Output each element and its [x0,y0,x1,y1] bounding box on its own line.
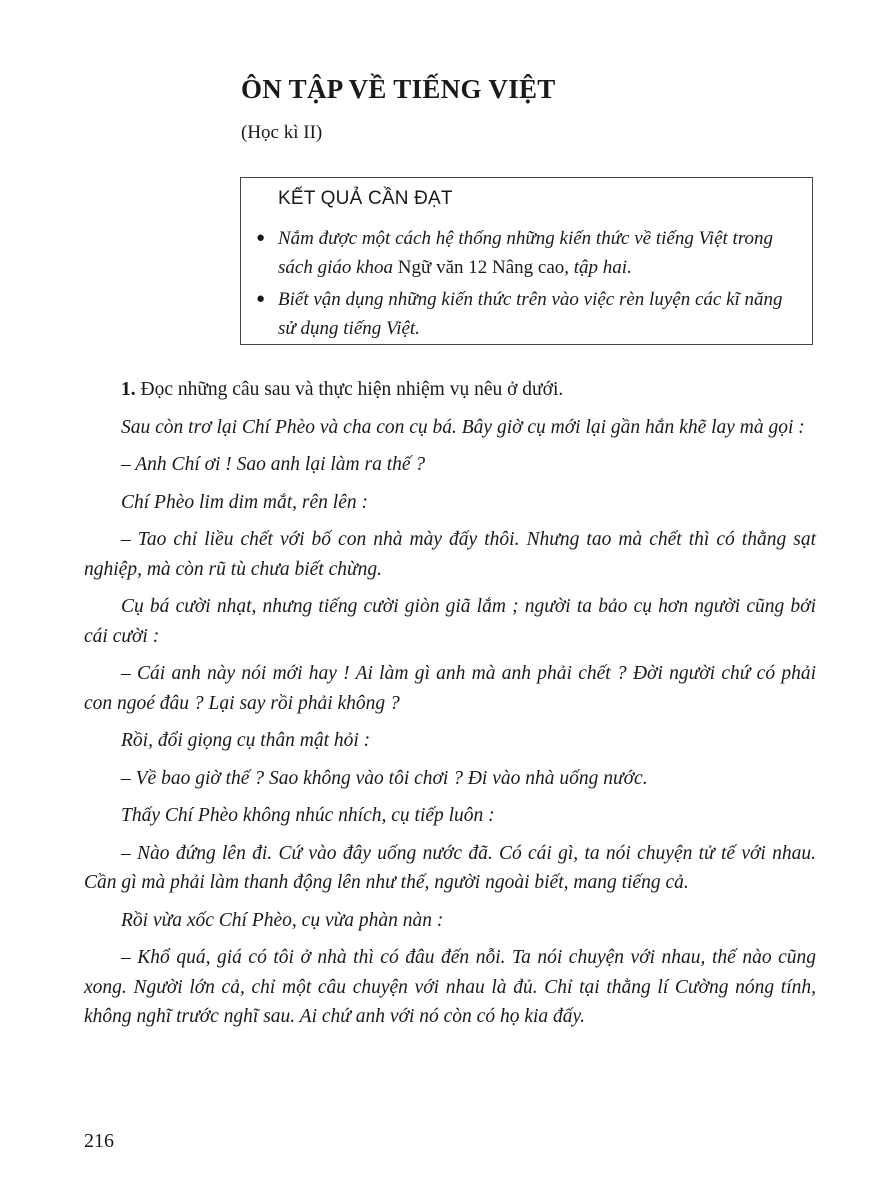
excerpt-paragraph: Chí Phèo lim dim mắt, rên lên : [121,491,368,513]
book-title: Ngữ văn 12 Nâng cao [397,257,565,278]
excerpt-paragraph: – Về bao giờ thế ? Sao không vào tôi chơi ? Đi vào nhà uống nước. [121,767,648,789]
page-title: ÔN TẬP VỀ TIẾNG VIỆT [241,74,556,104]
outcome-text-end: , tập hai. [564,257,632,278]
excerpt-paragraph: – Khổ quá, giá có tôi ở nhà thì có đâu đến nỗi. Ta nói chuyện với nhau, thế nào cũng xong. Người lớn cả, chỉ một câu chuyện với nhau là đủ. Chỉ tại thằng lí Cường nóng tính, không nghĩ trước nghĩ sau. Ai chứ anh với nó còn có họ kia đấy. [84,947,816,1027]
excerpt-paragraph: – Tao chỉ liều chết với bố con nhà mày đấy thôi. Nhưng tao mà chết thì có thằng sạt nghiệp, mà còn rũ tù chưa biết chừng. [84,529,816,580]
page-subtitle: (Học kì II) [241,122,323,143]
outcome-text: Nắm được một cách hệ thống những kiến thức về tiếng Việt trong sách giáo khoa [278,228,774,278]
learning-outcomes-heading: KẾT QUẢ CẦN ĐẠT [278,188,453,209]
bullet-icon: ● [256,230,266,246]
learning-outcomes-box [240,177,813,345]
excerpt-paragraph: – Anh Chí ơi ! Sao anh lại làm ra thế ? [121,454,426,475]
outcome-text: Biết vận dụng những kiến thức trên vào việc rèn luyện các kĩ năng sử dụng tiếng Việt. [278,289,783,339]
excerpt-paragraph: Rồi vừa xốc Chí Phèo, cụ vừa phàn nàn : [121,909,444,931]
bullet-icon: ● [256,291,266,307]
exercise-number: 1. [121,379,136,400]
excerpt-paragraph: Sau còn trơ lại Chí Phèo và cha con cụ bá. Bây giờ cụ mới lại gần hắn khẽ lay mà gọi : [121,416,805,438]
exercise-instruction [84,375,816,405]
excerpt-paragraph: – Cái anh này nói mới hay ! Ai làm gì anh mà anh phải chết ? Đời người chứ có phải con ngoé đâu ? Lại say rồi phải không ? [84,663,816,714]
excerpt-paragraph: Thấy Chí Phèo không nhúc nhích, cụ tiếp luôn : [121,805,495,826]
page-number: 216 [84,1130,114,1152]
exercise-body [84,375,816,1040]
excerpt-paragraph: Cụ bá cười nhạt, nhưng tiếng cười giòn giã lắm ; người ta bảo cụ hơn người cũng bởi cái cười : [84,596,816,647]
excerpt-paragraph: – Nào đứng lên đi. Cứ vào đây uống nước đã. Có cái gì, ta nói chuyện tử tế với nhau. Cần gì mà phải làm thanh động lên như thế, người ngoài biết, mang tiếng cả. [84,842,816,893]
learning-outcome-item [256,285,798,343]
learning-outcome-item [256,224,798,282]
exercise-instruction-text: Đọc những câu sau và thực hiện nhiệm vụ nêu ở dưới. [135,379,564,400]
excerpt-paragraph: Rồi, đổi giọng cụ thân mật hỏi : [121,730,371,751]
